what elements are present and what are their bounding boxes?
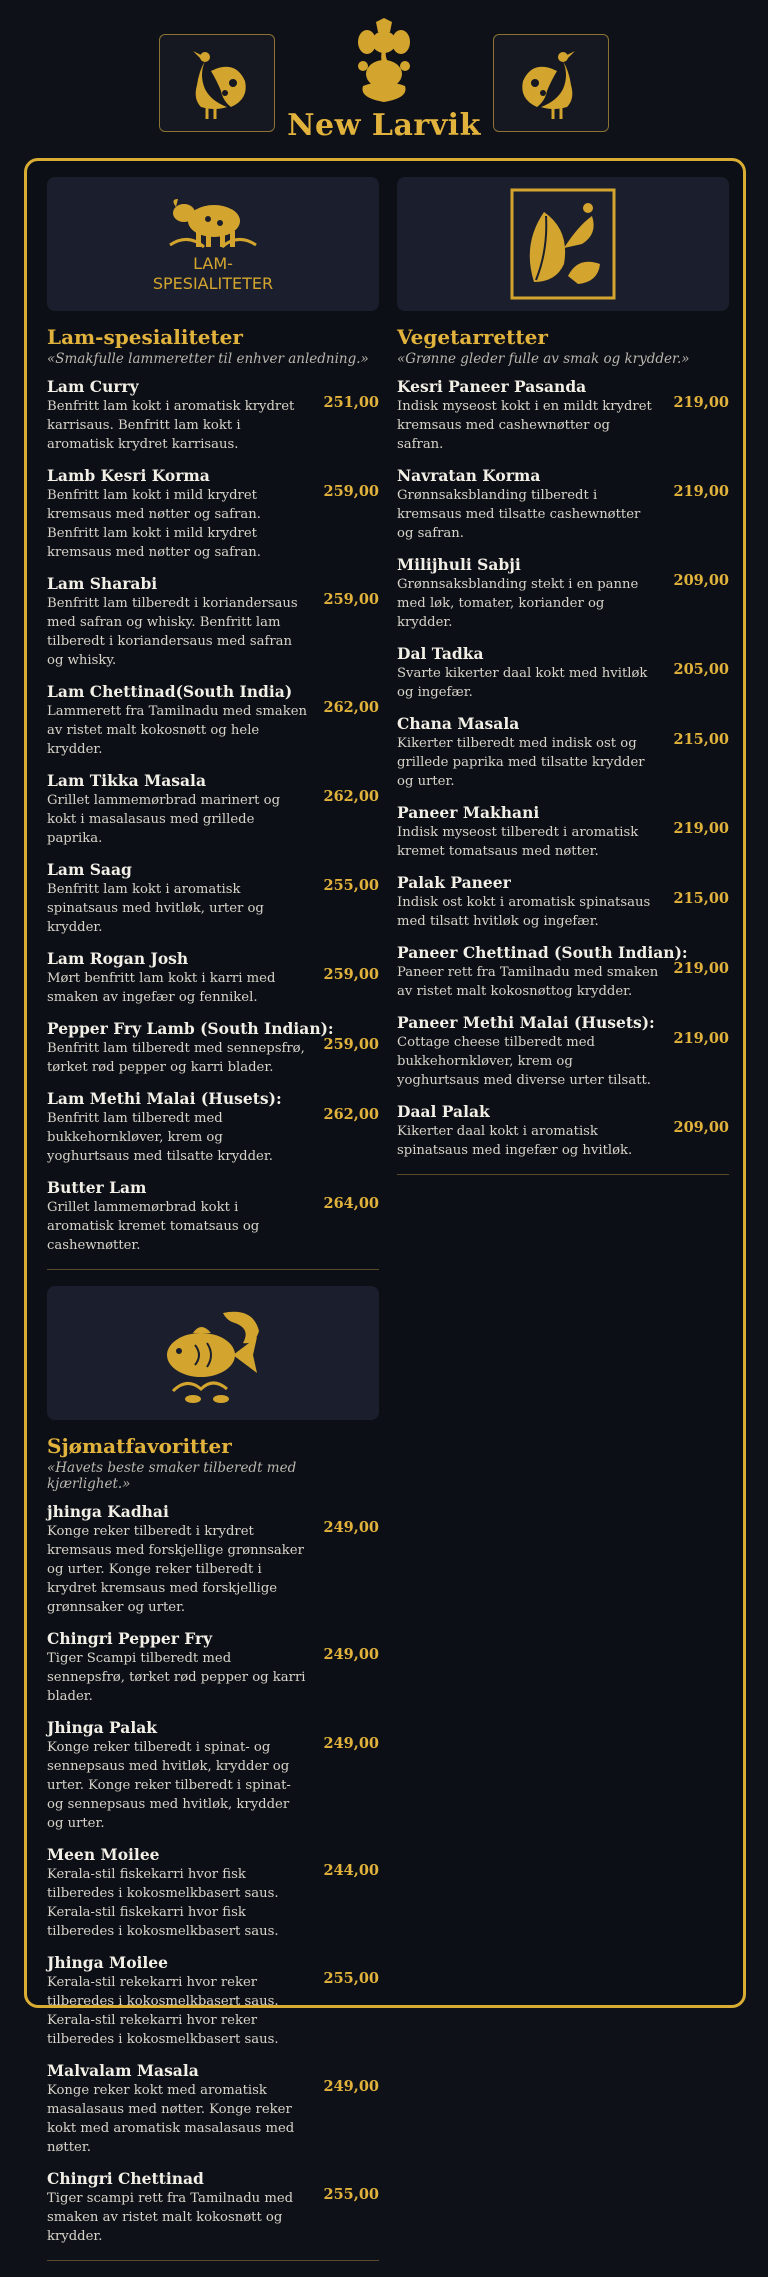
fish-shrimp-icon xyxy=(143,1293,283,1413)
menu-item-name: Jhinga Palak xyxy=(47,1718,157,1737)
lamb-banner xyxy=(47,177,379,311)
menu-item-name: Paneer Methi Malai (Husets): xyxy=(397,1013,655,1032)
menu-item xyxy=(47,1718,379,1833)
menu-item-name: Chingri Pepper Fry xyxy=(47,1629,213,1648)
menu-item-price: 255,00 xyxy=(323,877,379,894)
section-divider xyxy=(397,1174,729,1175)
menu-item-price: 215,00 xyxy=(673,731,729,748)
seafood-section-subtitle: «Havets beste smaker tilberedt med kjærlighet.» xyxy=(47,1460,297,1492)
menu-item xyxy=(47,1178,379,1255)
menu-item-name: Lam Rogan Josh xyxy=(47,949,189,968)
menu-item-description: Benfritt lam kokt i aromatisk krydret karrisaus. Benfritt lam kokt i aromatisk krydret karrisaus. xyxy=(47,399,295,452)
menu-item xyxy=(47,377,379,454)
menu-header xyxy=(0,0,768,150)
menu-item xyxy=(47,2169,379,2246)
menu-item-name: Pepper Fry Lamb (South Indian): xyxy=(47,1019,334,1038)
veg-section-subtitle: «Grønne gleder fulle av smak og krydder.» xyxy=(397,351,690,367)
menu-item-price: 255,00 xyxy=(323,1970,379,1987)
menu-item xyxy=(47,771,379,848)
menu-item-description: Mørt benfritt lam kokt i karri med smaken av ingefær og fennikel. xyxy=(47,971,276,1005)
lamb-icon xyxy=(148,189,278,299)
lamb-banner-line1: LAM- xyxy=(193,254,233,273)
menu-item-name: Paneer Makhani xyxy=(397,803,540,822)
seafood-section-title: Sjømatfavoritter xyxy=(47,1434,232,1458)
menu-item xyxy=(47,2061,379,2157)
menu-item-description: Kerala-stil rekekarri hvor reker tilberedes i kokosmelkbasert saus. Kerala-stil rekekarri hvor reker tilberedes i kokosmelkbasert saus. xyxy=(47,1975,279,2047)
menu-item-price: 205,00 xyxy=(673,661,729,678)
menu-item-description: Kikerter tilberedt med indisk ost og grillede paprika med tilsatte krydder og urter. xyxy=(397,736,645,789)
menu-item-price: 219,00 xyxy=(673,960,729,977)
menu-item-description: Benfritt lam tilberedt i koriandersaus med safran og whisky. Benfritt lam tilberedt i koriandersaus med safran og whisky. xyxy=(47,596,298,668)
right-column xyxy=(397,177,729,1175)
menu-item-price: 219,00 xyxy=(673,483,729,500)
menu-item xyxy=(47,1953,379,2049)
veg-section-title: Vegetarretter xyxy=(397,325,548,349)
menu-item-description: Tiger Scampi tilberedt med sennepsfrø, tørket rød pepper og karri blader. xyxy=(47,1651,306,1704)
menu-item-price: 249,00 xyxy=(323,2078,379,2095)
menu-item-description: Indisk ost kokt i aromatisk spinatsaus med tilsatt hvitløk og ingefær. xyxy=(397,895,651,929)
menu-item xyxy=(47,949,379,1007)
menu-item-name: Lam Sharabi xyxy=(47,574,158,593)
menu-item-description: Grønnsaksblanding stekt i en panne med løk, tomater, koriander og krydder. xyxy=(397,577,639,630)
seafood-banner xyxy=(47,1286,379,1420)
menu-item xyxy=(47,860,379,937)
menu-item-name: Lam Tikka Masala xyxy=(47,771,206,790)
menu-item-description: Benfritt lam kokt i aromatisk spinatsaus med hvitløk, urter og krydder. xyxy=(47,882,264,935)
menu-item xyxy=(47,1089,379,1166)
menu-item-description: Kerala-stil fiskekarri hvor fisk tilberedes i kokosmelkbasert saus. Kerala-stil fiskekarri hvor fisk tilberedes i kokosmelkbasert saus. xyxy=(47,1867,279,1939)
menu-item-name: Milijhuli Sabji xyxy=(397,555,521,574)
menu-item-price: 219,00 xyxy=(673,1030,729,1047)
menu-item-name: Meen Moilee xyxy=(47,1845,160,1864)
menu-item-price: 219,00 xyxy=(673,394,729,411)
menu-item xyxy=(397,1013,729,1090)
menu-item-description: Benfritt lam tilberedt med sennepsfrø, tørket rød pepper og karri blader. xyxy=(47,1041,305,1075)
menu-item xyxy=(397,644,729,702)
menu-item-price: 249,00 xyxy=(323,1519,379,1536)
menu-item-price: 259,00 xyxy=(323,966,379,983)
menu-item xyxy=(397,714,729,791)
menu-item-price: 259,00 xyxy=(323,591,379,608)
menu-item-price: 244,00 xyxy=(323,1862,379,1879)
menu-item-price: 209,00 xyxy=(673,572,729,589)
veg-menu-list xyxy=(397,377,729,1160)
section-divider xyxy=(47,2260,379,2261)
left-column xyxy=(47,177,379,2277)
lamb-section-subtitle: «Smakfulle lammeretter til enhver anledning.» xyxy=(47,351,369,367)
menu-item xyxy=(397,1102,729,1160)
menu-item-price: 259,00 xyxy=(323,1036,379,1053)
ganesha-logo xyxy=(349,18,419,106)
menu-item-price: 262,00 xyxy=(323,788,379,805)
menu-item xyxy=(397,466,729,543)
menu-item xyxy=(47,574,379,670)
menu-item-name: Lam Saag xyxy=(47,860,132,879)
menu-item-name: jhinga Kadhai xyxy=(47,1502,169,1521)
menu-item-name: Dal Tadka xyxy=(397,644,484,663)
menu-item-name: Chingri Chettinad xyxy=(47,2169,204,2188)
menu-item-price: 209,00 xyxy=(673,1119,729,1136)
menu-item-name: Lam Methi Malai (Husets): xyxy=(47,1089,282,1108)
menu-item-price: 251,00 xyxy=(323,394,379,411)
menu-item-description: Paneer rett fra Tamilnadu med smaken av ristet malt kokosnøttog krydder. xyxy=(397,965,659,999)
menu-item-description: Tiger scampi rett fra Tamilnadu med smaken av ristet malt kokosnøtt og krydder. xyxy=(47,2191,294,2244)
menu-item-description: Cottage cheese tilberedt med bukkehornkløver, krem og yoghurtsaus med diverse urter tilsatt. xyxy=(397,1035,651,1088)
menu-item-description: Benfritt lam tilberedt med bukkehornkløver, krem og yoghurtsaus med tilsatte krydder. xyxy=(47,1111,273,1164)
menu-item-description: Konge reker tilberedt i krydret kremsaus med forskjellige grønnsaker og urter. Konge reker tilberedt i krydret kremsaus med forskjellige grønnsaker og urter. xyxy=(47,1524,304,1615)
leaf-icon xyxy=(508,186,618,302)
menu-item xyxy=(47,1845,379,1941)
menu-item-description: Konge reker kokt med aromatisk masalasaus med nøtter. Konge reker kokt med aromatisk masalasaus med nøtter. xyxy=(47,2083,295,2155)
menu-item-price: 249,00 xyxy=(323,1735,379,1752)
menu-item-description: Benfritt lam kokt i mild krydret kremsaus med nøtter og safran. Benfritt lam kokt i mild krydret kremsaus med nøtter og safran. xyxy=(47,488,261,560)
menu-item-description: Svarte kikerter daal kokt med hvitløk og ingefær. xyxy=(397,666,648,700)
menu-item-price: 219,00 xyxy=(673,820,729,837)
menu-item-name: Malvalam Masala xyxy=(47,2061,199,2080)
menu-item-description: Indisk myseost kokt i en mildt krydret kremsaus med cashewnøtter og safran. xyxy=(397,399,652,452)
menu-item xyxy=(397,943,729,1001)
menu-item-name: Butter Lam xyxy=(47,1178,147,1197)
menu-frame xyxy=(24,158,746,2244)
menu-item-price: 262,00 xyxy=(323,699,379,716)
menu-item-price: 249,00 xyxy=(323,1646,379,1663)
menu-item-name: Paneer Chettinad (South Indian): xyxy=(397,943,688,962)
lamb-banner-line2: SPESIALITETER xyxy=(152,274,274,293)
menu-item xyxy=(397,377,729,454)
menu-item-price: 259,00 xyxy=(323,483,379,500)
menu-item-description: Grillet lammemørbrad marinert og kokt i masalasaus med grillede paprika. xyxy=(47,793,281,846)
menu-item xyxy=(47,1019,379,1077)
lamb-menu-list xyxy=(47,377,379,1255)
menu-item-price: 264,00 xyxy=(323,1195,379,1212)
menu-item-name: Jhinga Moilee xyxy=(47,1953,169,1972)
ganesha-icon xyxy=(349,18,419,106)
menu-item xyxy=(397,803,729,861)
menu-item-price: 262,00 xyxy=(323,1106,379,1123)
menu-item-name: Lam Chettinad(South India) xyxy=(47,682,293,701)
lamb-section-title: Lam-spesialiteter xyxy=(47,325,243,349)
menu-item-name: Kesri Paneer Pasanda xyxy=(397,377,587,396)
section-divider xyxy=(47,1269,379,1270)
menu-item xyxy=(397,555,729,632)
menu-item-name: Navratan Korma xyxy=(397,466,541,485)
menu-item-name: Daal Palak xyxy=(397,1102,490,1121)
menu-item-description: Grillet lammemørbrad kokt i aromatisk kremet tomatsaus og cashewnøtter. xyxy=(47,1200,260,1253)
menu-item xyxy=(397,873,729,931)
menu-item xyxy=(47,1629,379,1706)
menu-item-name: Lam Curry xyxy=(47,377,139,396)
menu-item xyxy=(47,466,379,562)
seafood-menu-list xyxy=(47,1502,379,2246)
menu-item xyxy=(47,682,379,759)
menu-item-name: Chana Masala xyxy=(397,714,520,733)
restaurant-name: New Larvik xyxy=(287,108,481,143)
menu-item-description: Indisk myseost tilberedt i aromatisk kremet tomatsaus med nøtter. xyxy=(397,825,639,859)
menu-item-name: Lamb Kesri Korma xyxy=(47,466,210,485)
menu-item-name: Palak Paneer xyxy=(397,873,511,892)
veg-banner xyxy=(397,177,729,311)
menu-item-description: Lammerett fra Tamilnadu med smaken av ristet malt kokosnøtt og hele krydder. xyxy=(47,704,307,757)
menu-item-description: Kikerter daal kokt i aromatisk spinatsaus med ingefær og hvitløk. xyxy=(397,1124,633,1158)
menu-item-description: Grønnsaksblanding tilberedt i kremsaus med tilsatte cashewnøtter og safran. xyxy=(397,488,641,541)
menu-item-price: 255,00 xyxy=(323,2186,379,2203)
menu-item-price: 215,00 xyxy=(673,890,729,907)
menu-item-description: Konge reker tilberedt i spinat- og sennepsaus med hvitløk, krydder og urter. Konge reker tilberedt i spinat- og sennepsaus med hvitløk, krydder og urter. xyxy=(47,1740,291,1831)
menu-item xyxy=(47,1502,379,1617)
